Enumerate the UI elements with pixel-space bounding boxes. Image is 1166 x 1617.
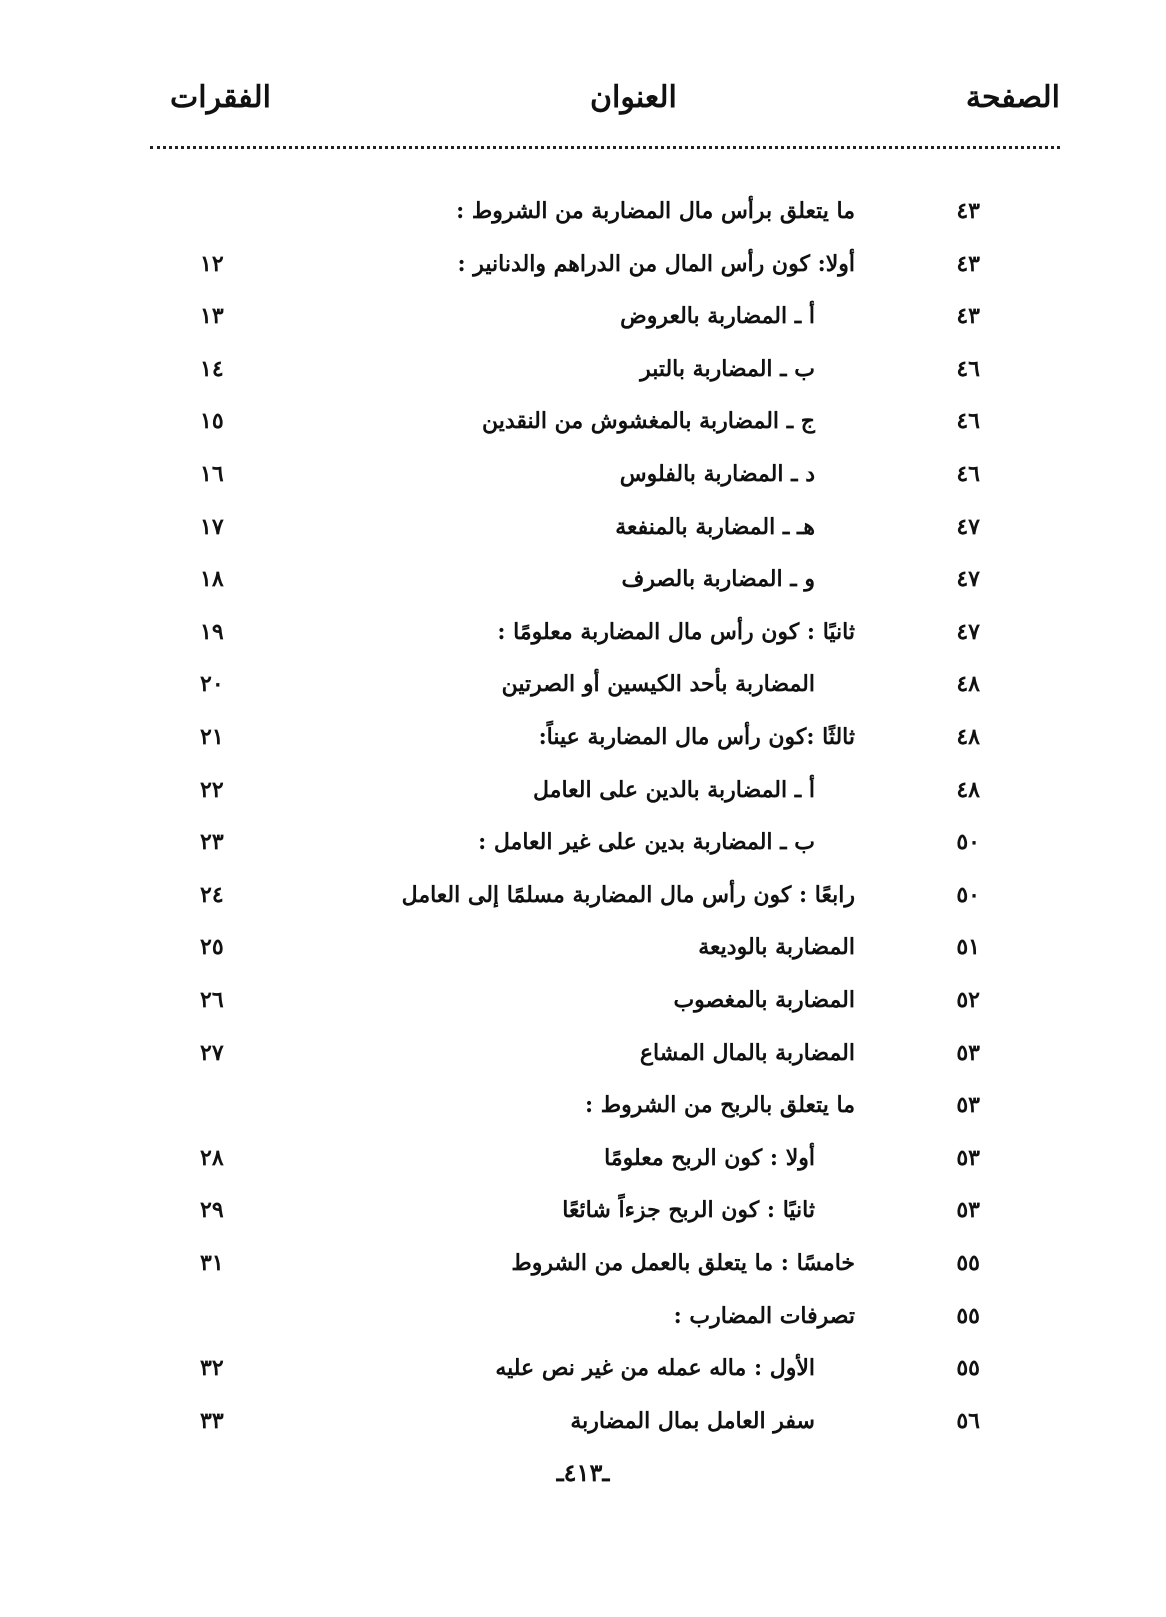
row-paragraph-number: ١٨ [200, 566, 224, 593]
contents-row [150, 720, 1060, 764]
row-title: الأول : ماله عمله من غير نص عليه [495, 1355, 815, 1382]
row-page-number: ٥٣ [956, 1092, 980, 1119]
row-paragraph-number: ٢٥ [200, 934, 224, 961]
row-page-number: ٥٥ [956, 1250, 980, 1276]
row-paragraph-number: ٢٧ [200, 1039, 224, 1066]
row-paragraph-number: ١٣ [200, 303, 224, 330]
row-title: خامسًا : ما يتعلق بالعمل من الشروط [511, 1250, 855, 1276]
row-title: المضاربة بالمال المشاع [639, 1039, 855, 1066]
row-page-number: ٥٣ [956, 1144, 980, 1171]
row-paragraph-number: ٢٨ [200, 1144, 224, 1171]
row-paragraph-number: ١٧ [200, 513, 224, 540]
row-title: أ ـ المضاربة بالعروض [620, 303, 815, 330]
row-title: تصرفات المضارب : [673, 1302, 855, 1329]
row-title: ثالثًا :كون رأس مال المضاربة عيناً: [538, 724, 855, 750]
row-title: أولا: كون رأس المال من الدراهم والدنانير : [457, 250, 855, 277]
row-paragraph-number: ١٢ [200, 250, 224, 277]
row-paragraph-number: ١٤ [200, 355, 224, 382]
contents-row [150, 1351, 1060, 1395]
table-header [150, 80, 1060, 140]
row-paragraph-number: ٣٢ [200, 1355, 224, 1382]
contents-row [150, 510, 1060, 554]
contents-row [150, 299, 1060, 343]
row-paragraph-number: ٣٣ [200, 1407, 224, 1434]
row-page-number: ٤٣ [956, 250, 980, 277]
contents-row [150, 667, 1060, 711]
contents-row [150, 825, 1060, 869]
row-page-number: ٥٠ [956, 829, 980, 856]
row-page-number: ٥٥ [956, 1302, 980, 1329]
row-title: ب ـ المضاربة بالتبر [640, 355, 815, 382]
contents-row [150, 457, 1060, 501]
paragraphs-column-header: الفقرات [170, 80, 271, 115]
row-page-number: ٥٠ [956, 881, 980, 908]
row-page-number: ٥١ [956, 934, 980, 961]
row-title: ما يتعلق بالربح من الشروط : [585, 1092, 855, 1119]
contents-row [150, 930, 1060, 974]
row-page-number: ٤٣ [956, 303, 980, 330]
contents-row [150, 1299, 1060, 1343]
row-title: هـ ـ المضاربة بالمنفعة [615, 513, 815, 540]
row-paragraph-number: ٢١ [200, 724, 224, 750]
row-paragraph-number: ١٥ [200, 408, 224, 435]
row-page-number: ٤٦ [956, 461, 980, 487]
contents-row [150, 878, 1060, 922]
row-title: و ـ المضاربة بالصرف [621, 566, 815, 593]
row-title: المضاربة بالوديعة [698, 934, 855, 961]
row-title: ج ـ المضاربة بالمغشوش من النقدين [481, 408, 815, 435]
contents-row [150, 773, 1060, 817]
row-page-number: ٤٨ [956, 776, 980, 803]
row-title: ثانيًا : كون الربح جزءاً شائعًا [562, 1197, 815, 1224]
contents-row [150, 983, 1060, 1027]
row-page-number: ٤٦ [956, 355, 980, 382]
row-page-number: ٤٨ [956, 724, 980, 750]
row-page-number: ٥٥ [956, 1355, 980, 1382]
contents-row [150, 562, 1060, 606]
contents-row [150, 247, 1060, 291]
row-page-number: ٤٦ [956, 408, 980, 435]
row-title: ب ـ المضاربة بدين على غير العامل : [478, 829, 815, 856]
row-page-number: ٥٢ [956, 987, 980, 1013]
row-paragraph-number: ٢٩ [200, 1197, 224, 1224]
row-page-number: ٤٨ [956, 671, 980, 698]
row-page-number: ٤٧ [956, 618, 980, 645]
row-title: ما يتعلق برأس مال المضاربة من الشروط : [456, 198, 855, 224]
row-paragraph-number: ١٩ [200, 618, 224, 645]
row-paragraph-number: ٢٤ [200, 881, 224, 908]
row-page-number: ٥٣ [956, 1039, 980, 1066]
page-column-header: الصفحة [965, 80, 1060, 115]
contents-row [150, 1246, 1060, 1290]
row-paragraph-number: ٢٦ [200, 987, 224, 1013]
row-title: المضاربة بأحد الكيسين أو الصرتين [501, 671, 815, 698]
row-title: ثانيًا : كون رأس مال المضاربة معلومًا : [497, 618, 855, 645]
contents-row [150, 194, 1060, 238]
row-title: د ـ المضاربة بالفلوس [619, 461, 815, 487]
contents-row [150, 615, 1060, 659]
page-number: ـ٤١٣ـ [556, 1458, 610, 1487]
contents-row [150, 1141, 1060, 1185]
contents-row [150, 1036, 1060, 1080]
row-paragraph-number: ٢٠ [200, 671, 224, 698]
row-paragraph-number: ٢٣ [200, 829, 224, 856]
row-page-number: ٤٧ [956, 513, 980, 540]
row-page-number: ٤٣ [956, 198, 980, 224]
title-column-header: العنوان [590, 80, 677, 115]
contents-row [150, 352, 1060, 396]
row-title: رابعًا : كون رأس مال المضاربة مسلمًا إلى العامل [401, 881, 855, 908]
row-title: أولا : كون الربح معلومًا [604, 1144, 815, 1171]
row-title: المضاربة بالمغصوب [673, 987, 855, 1013]
row-title: سفر العامل بمال المضاربة [570, 1407, 815, 1434]
contents-row [150, 1404, 1060, 1448]
row-paragraph-number: ٢٢ [200, 776, 224, 803]
contents-row [150, 404, 1060, 448]
row-page-number: ٤٧ [956, 566, 980, 593]
contents-row [150, 1193, 1060, 1237]
row-title: أ ـ المضاربة بالدين على العامل [533, 776, 815, 803]
row-paragraph-number: ١٦ [200, 461, 224, 487]
row-paragraph-number: ٣١ [200, 1250, 224, 1276]
row-page-number: ٥٦ [956, 1407, 980, 1434]
row-page-number: ٥٣ [956, 1197, 980, 1224]
dotted-divider [150, 146, 1060, 149]
contents-row [150, 1088, 1060, 1132]
